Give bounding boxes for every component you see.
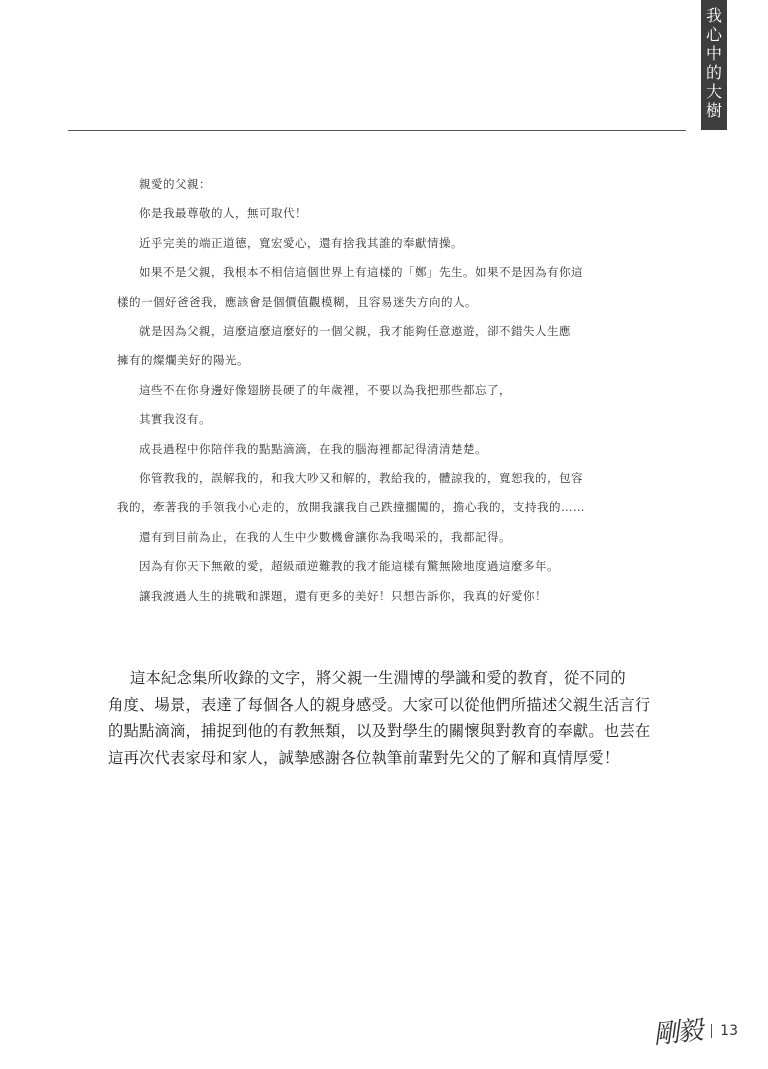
section-title-char: 樹 bbox=[705, 101, 722, 120]
section-title-char: 的 bbox=[705, 63, 722, 82]
letter-line: 讓我渡過人生的挑戰和課題，還有更多的美好！只想告訴你，我真的好愛你！ bbox=[139, 588, 547, 603]
footer-separator bbox=[711, 1024, 712, 1038]
letter-line: 你管教我的，誤解我的，和我大吵又和解的，教給我的，體諒我的，寬恕我的，包容 bbox=[139, 471, 583, 486]
summary-line: 角度、場景，表達了每個各人的親身感受。大家可以從他們所描述父親生活言行 bbox=[108, 695, 651, 714]
summary-paragraph bbox=[108, 665, 651, 771]
letter-line: 如果不是父親，我根本不相信這個世界上有這樣的「鄭」先生。如果不是因為有你這 bbox=[139, 265, 583, 280]
section-title-char: 中 bbox=[705, 44, 722, 63]
letter-line: 近乎完美的端正道德，寬宏愛心，還有捨我其誰的奉獻情操。 bbox=[139, 235, 463, 250]
summary-line: 這本紀念集所收錄的文字，將父親一生淵博的學識和愛的教育，從不同的 bbox=[130, 669, 626, 687]
page-footer bbox=[653, 1012, 738, 1049]
letter-line: 成長過程中你陪伴我的點點滴滴，在我的腦海裡都記得清清楚楚。 bbox=[139, 441, 487, 456]
letter-line: 其實我沒有。 bbox=[139, 412, 211, 427]
signature-logo: 剛毅 bbox=[651, 1015, 703, 1051]
letter-line: 你是我最尊敬的人，無可取代！ bbox=[139, 206, 307, 221]
letter-line: 擁有的燦爛美好的陽光。 bbox=[117, 353, 249, 368]
letter-line: 就是因為父親，這麼這麼這麼好的一個父親，我才能夠任意遨遊，卻不錯失人生應 bbox=[139, 324, 571, 339]
page-number: 13 bbox=[720, 1022, 738, 1039]
letter-line: 樣的一個好爸爸我，應該會是個價值觀模糊，且容易迷失方向的人。 bbox=[117, 294, 477, 309]
letter-line: 這些不在你身邊好像翅膀長硬了的年歲裡，不要以為我把那些都忘了， bbox=[139, 382, 511, 397]
letter-salutation: 親愛的父親： bbox=[139, 177, 211, 191]
section-title-tab bbox=[701, 0, 727, 130]
letter-line: 還有到目前為止，在我的人生中少數機會讓你為我喝采的，我都記得。 bbox=[139, 529, 511, 544]
letter-body bbox=[117, 170, 622, 611]
header-divider bbox=[68, 130, 686, 131]
section-title-char: 大 bbox=[705, 82, 722, 101]
letter-line: 我的，牽著我的手領我小心走的，放開我讓我自己跌撞擱闖的，擔心我的，支持我的…… bbox=[117, 500, 585, 515]
summary-line: 這再次代表家母和家人，誠摯感謝各位執筆前輩對先父的了解和真情厚愛！ bbox=[108, 748, 620, 767]
letter-line: 因為有你天下無敵的愛，超級頑逆難教的我才能這樣有驚無險地度過這麼多年。 bbox=[139, 559, 559, 574]
section-title-char: 我 bbox=[705, 6, 722, 25]
summary-line: 的點點滴滴，捕捉到他的有教無類，以及對學生的關懷與對教育的奉獻。也芸在 bbox=[108, 722, 651, 741]
section-title-char: 心 bbox=[705, 25, 722, 44]
